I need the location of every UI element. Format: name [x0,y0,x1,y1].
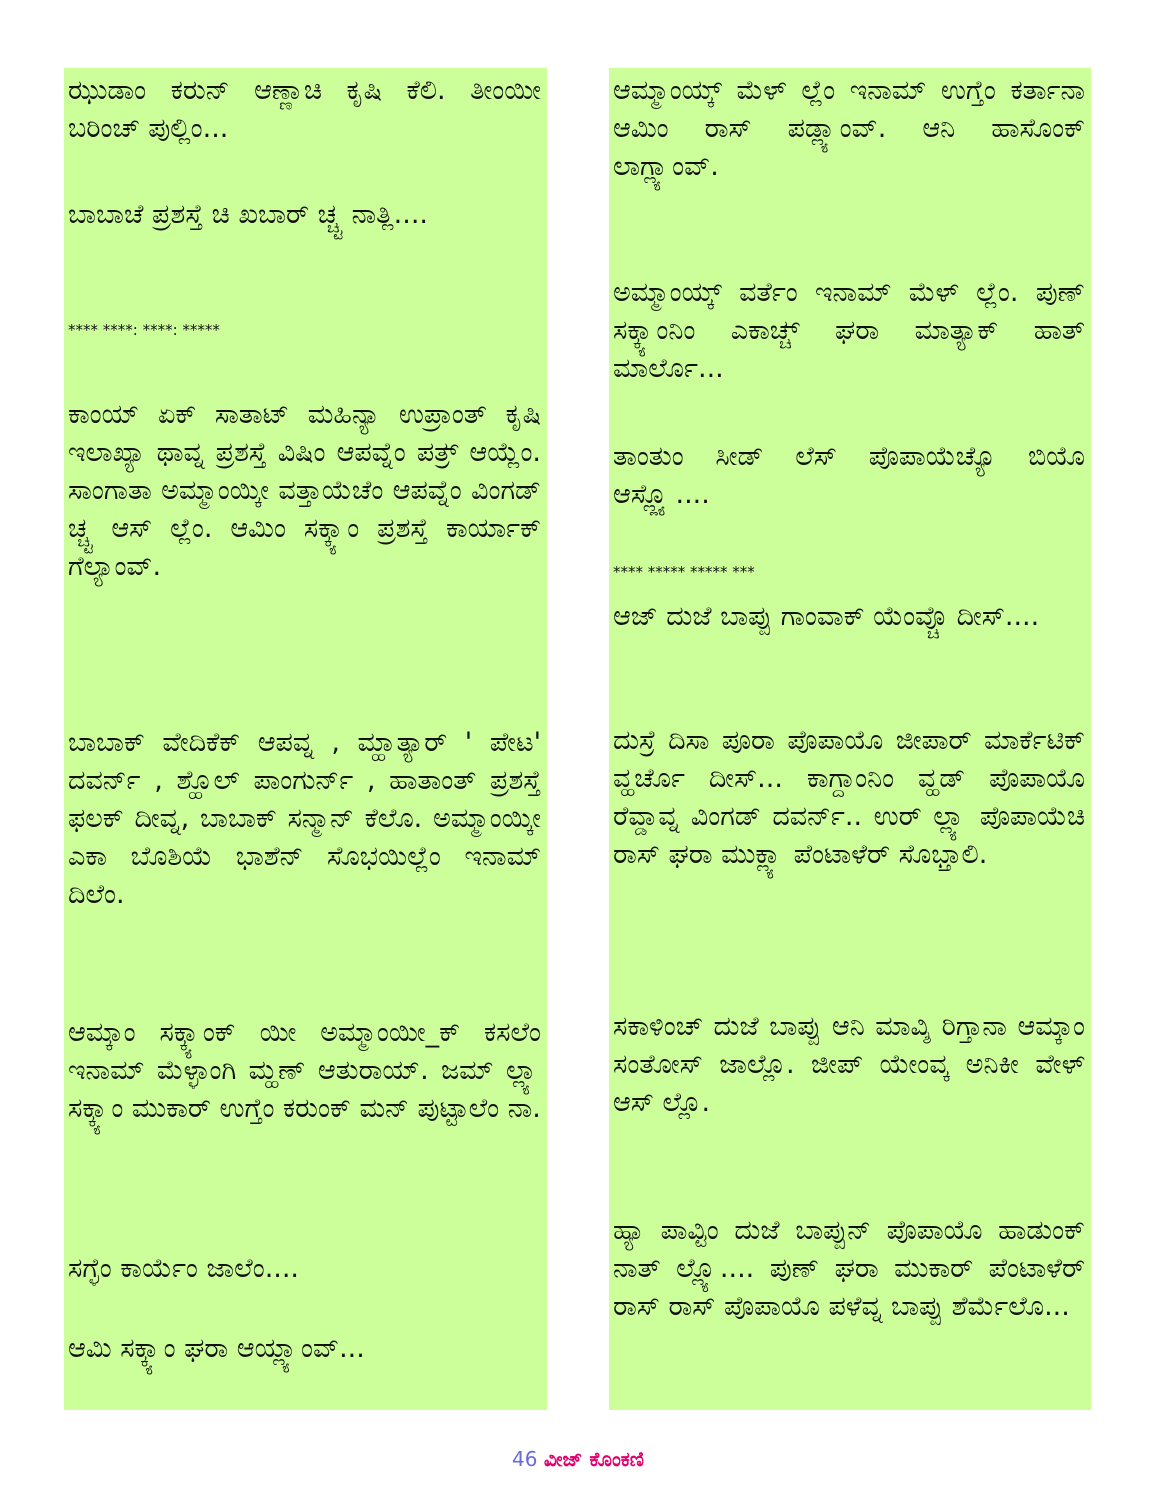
paragraph: ಬಾಬಾಕ್ ವೇದಿಕೆಕ್ ಆಪವ್ನ , ಮ್ಹಾತ್ಯಾರ್ ' ಪೇಟ' ದವರ್ನ್ , ಶ್ಹೊಲ್ ಪಾಂಗುರ್ನ್ , ಹಾತಾಂತ್ ಪ್ರಶಸ್ತೆ ಫಲಕ್ ದೀವ್ನ, ಬಾಬಾಕ್ ಸನ್ಮಾನ್ ಕೆಲೊ. ಅಮ್ಮಾಂಯ್ಕೀ ಎಕಾ ಬೊಶಿಯೆ ಭಾಶೆನ್ ಸೊಭಯಿಲ್ಲೆಂ ಇನಾಮ್ ದಿಲೆಂ. [68,727,541,910]
paragraph: ತಾಂತುಂ ಸೀಡ್ ಲೆಸ್ ಪೊಪಾಯೆಚ್ಯೊ ಬಿಯೊ ಆಸ್ಲ್ಲ್ಯೊ.... [613,441,1085,510]
magazine-title: ವೀಜ್ ಕೊಂಕಣಿ [543,1447,644,1471]
paragraph: ಕಾಂಯ್ ಏಕ್ ಸಾತಾಟ್ ಮಹಿನ್ಯಾ ಉಪ್ರಾಂತ್ ಕೃಷಿ ಇಲಾಖ್ಯಾ ಥಾವ್ನ ಪ್ರಶಸ್ತೆ ವಿಷಿಂ ಆಪವ್ನೆಂ ಪತ್ರ್ ಆಯ್ಲೆಂ. ಸಾಂಗಾತಾ ಅಮ್ಮಾಂಯ್ಕೀ ವತ್ತಾಯೆಚೆಂ ಆಪವ್ನೆಂ ವಿಂಗಡ್ ಚ್ಚ್ಟ ಆಸ್ ಲ್ಲೆಂ. ಆಮಿಂ ಸಕ್ಕ್ಯಾಂ ಪ್ರಶಸ್ತೆ ಕಾರ್ಯಾಕ್ ಗೆಲ್ಯಾಂವ್. [68,399,541,582]
paragraph: ಆಮ್ಮಾಂಯ್ಕ್ ಮೆಳ್ ಲ್ಲೆಂ ಇನಾಮ್ ಉಗ್ತೆಂ ಕರ್ತಾನಾ ಆಮಿಂ ರಾಸ್ ಪಡ್ಲ್ಯಾಂವ್. ಆನಿ ಹಾಸೊಂಕ್ ಲಾಗ್ಲ್ಯಾಂವ್. [613,75,1085,182]
page-footer [0,1446,1156,1472]
paragraph: ದುಸ್ರೆ ದಿಸಾ ಪೂರಾ ಪೊಪಾಯೊ ಜೀಪಾರ್ ಮಾರ್ಕೆಟಿಕ್ ವ್ಹರ್ಚೊ ದೀಸ್... ಕಾಗ್ದಾಂನಿಂ ವ್ಹಡ್ ಪೊಪಾಯೊ ರೆವ್ಡಾವ್ನ ವಿಂಗಡ್ ದವರ್ನ್.. ಉರ್ ಲ್ಲ್ಯಾ ಪೊಪಾಯೆಚಿ ರಾಸ್ ಘರಾ ಮುಕ್ಲ್ಯಾ ಪೆಂಟಾಳೆರ್ ಸೊಭ್ತಾಲಿ. [613,725,1085,870]
left-text-column [64,68,547,1410]
section-separator: **** ****: ****: ***** [68,321,220,339]
paragraph: ಝುಡಾಂ ಕರುನ್ ಆಣ್ಣಾಚಿ ಕೃಷಿ ಕೆಲಿ. ತೀಂಯೀ ಬರಿಂಚ್ ಪುಲ್ಲಿಂ... [68,75,541,144]
right-text-column [609,68,1091,1410]
section-separator: **** ***** ***** *** [613,563,755,581]
paragraph: ಆಮ್ಕಾಂ ಸಕ್ಕ್ಯಾಂಕ್ ಯೀ ಅಮ್ಮಾಂಯೀ_ಕ್ ಕಸಲೆಂ ಇನಾಮ್ ಮೆಳ್ಳಾಂಗಿ ಮ್ಹಣ್ ಆತುರಾಯ್. ಜಮ್ ಲ್ಲ್ಯಾ ಸಕ್ಕ್ಯಾಂ ಮುಕಾರ್ ಉಗ್ತೆಂ ಕರುಂಕ್ ಮನ್ ಪುಟ್ಟಾಲೆಂ ನಾ. [68,1017,541,1124]
paragraph: ಆಮಿ ಸಕ್ಕ್ಯಾಂ ಘರಾ ಆಯ್ಲ್ಯಾಂವ್... [68,1333,365,1364]
paragraph: ಸಕಾಳಿಂಚ್ ದುಜೆ ಬಾಪ್ಪು ಆನಿ ಮಾವ್ಶಿ ರಿಗ್ತಾನಾ ಆಮ್ಕಾಂ ಸಂತೋಸ್ ಜಾಲ್ಲೊ. ಜೀಪ್ ಯೇಂವ್ಕ ಅನಿಕೀ ವೇಳ್ ಆಸ್ ಲ್ಲೊ. [613,1011,1085,1118]
paragraph: ಆಜ್ ದುಜೆ ಬಾಪ್ಪು ಗಾಂವಾಕ್ ಯೆಂವ್ಚೊ ದೀಸ್.... [613,601,1040,632]
page-number: 46 [512,1447,538,1471]
paragraph: ಹ್ಯಾ ಪಾವ್ಟಿಂ ದುಜೆ ಬಾಪ್ಪುನ್ ಪೊಪಾಯೊ ಹಾಡುಂಕ್ ನಾತ್ ಲ್ಲ್ಯೊ.... ಪುಣ್ ಘರಾ ಮುಕಾರ್ ಪೆಂಟಾಳೆರ್ ರಾಸ್ ರಾಸ್ ಪೊಪಾಯೊ ಪಳೆವ್ನ ಬಾಪ್ಪು ಶೆರ್ಮೆಲೊ... [613,1215,1085,1322]
paragraph: ಸಗ್ಳೆಂ ಕಾರ್ಯೆಂ ಜಾಲೆಂ.... [68,1253,300,1284]
paragraph: ಬಾಬಾಚೆ ಪ್ರಶಸ್ತೆ ಚಿ ಖಬಾರ್ ಚ್ಚ್ಟ ನಾತ್ಲಿ.... [68,199,429,230]
paragraph: ಅಮ್ಮಾಂಯ್ಕ್ ವರ್ತೆಂ ಇನಾಮ್ ಮೆಳ್ ಲ್ಲೆಂ. ಪುಣ್ ಸಕ್ಕ್ಯಾಂನಿಂ ಎಕಾಚ್ಚ್ ಘರಾ ಮಾತ್ಯಾಕ್ ಹಾತ್ ಮಾರ್ಲೊ... [613,277,1085,384]
